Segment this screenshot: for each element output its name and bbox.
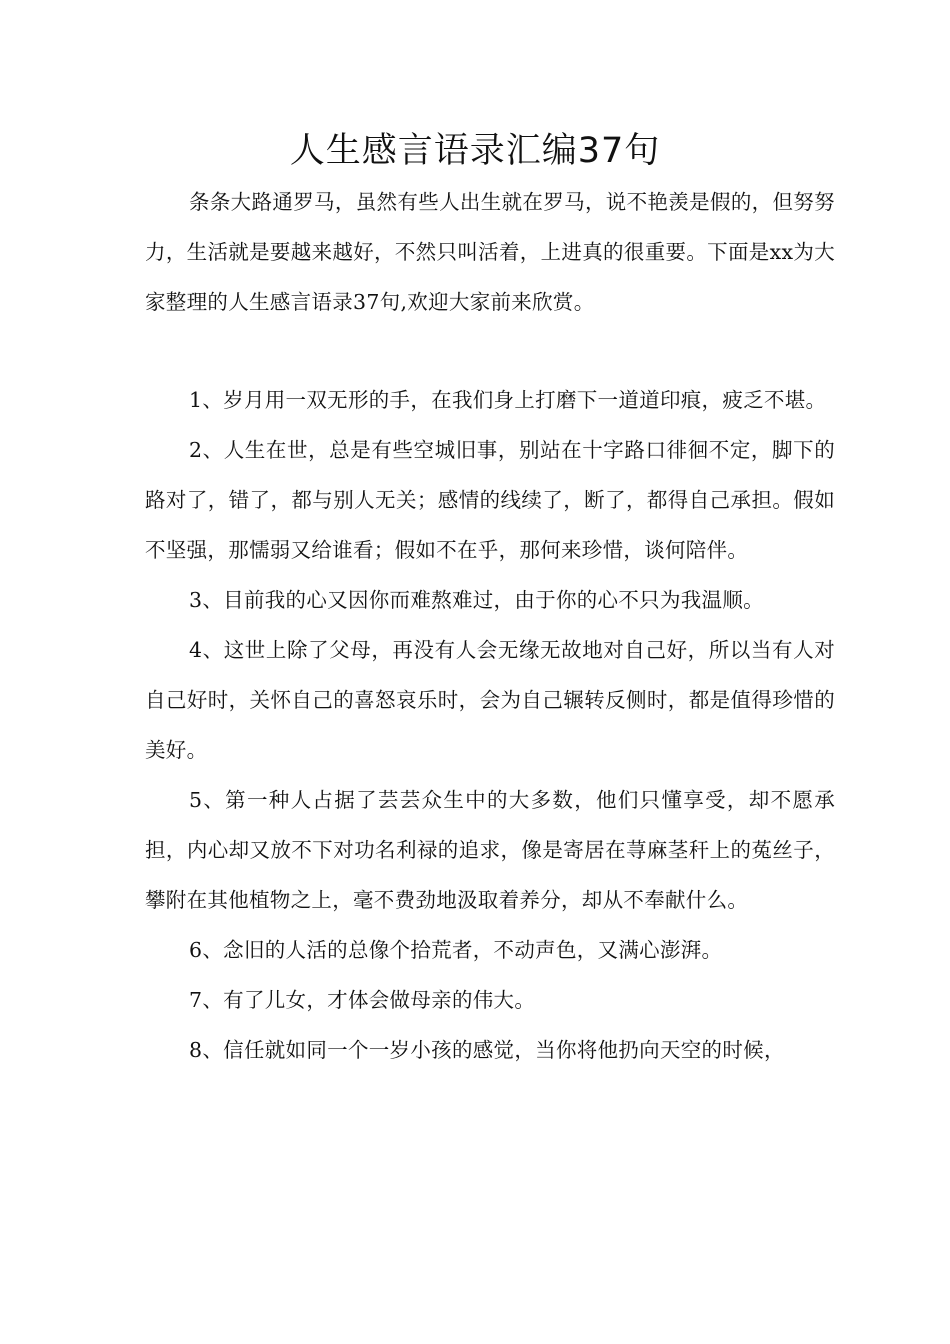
quote-item-2: 2、人生在世，总是有些空城旧事，别站在十字路口徘徊不定，脚下的路对了，错了，都与别人无关；感情的线续了，断了，都得自己承担。假如不坚强，那懦弱又给谁看；假如不在乎，那何来珍惜，谈何陪伴。 [145, 438, 835, 562]
intro-paragraph: 条条大路通罗马，虽然有些人出生就在罗马，说不艳羡是假的，但努努力，生活就是要越来越好，不然只叫活着，上进真的很重要。下面是xx为大家整理的人生感言语录37句,欢迎大家前来欣赏。 [145, 190, 835, 314]
quote-item-3: 3、目前我的心又因你而难熬难过，由于你的心不只为我温顺。 [189, 588, 764, 612]
quote-item-1: 1、岁月用一双无形的手，在我们身上打磨下一道道印痕，疲乏不堪。 [189, 388, 827, 412]
quote-item-6: 6、念旧的人活的总像个拾荒者，不动声色，又满心澎湃。 [189, 938, 723, 962]
quote-item-5: 5、第一种人占据了芸芸众生中的大多数，他们只懂享受，却不愿承担，内心却又放不下对功名利禄的追求，像是寄居在荨麻茎秆上的菟丝子，攀附在其他植物之上，毫不费劲地汲取着养分，却从不奉献什么。 [145, 788, 835, 912]
quote-item-8: 8、信任就如同一个一岁小孩的感觉，当你将他扔向天空的时候， [189, 1038, 785, 1062]
quote-list [145, 375, 835, 1075]
quote-item-4: 4、这世上除了父母，再没有人会无缘无故地对自己好，所以当有人对自己好时，关怀自己的喜怒哀乐时，会为自己辗转反侧时，都是值得珍惜的美好。 [145, 638, 835, 762]
document-title: 人生感言语录汇编37句 [289, 131, 661, 171]
quote-item-7: 7、有了儿女，才体会做母亲的伟大。 [189, 988, 536, 1012]
